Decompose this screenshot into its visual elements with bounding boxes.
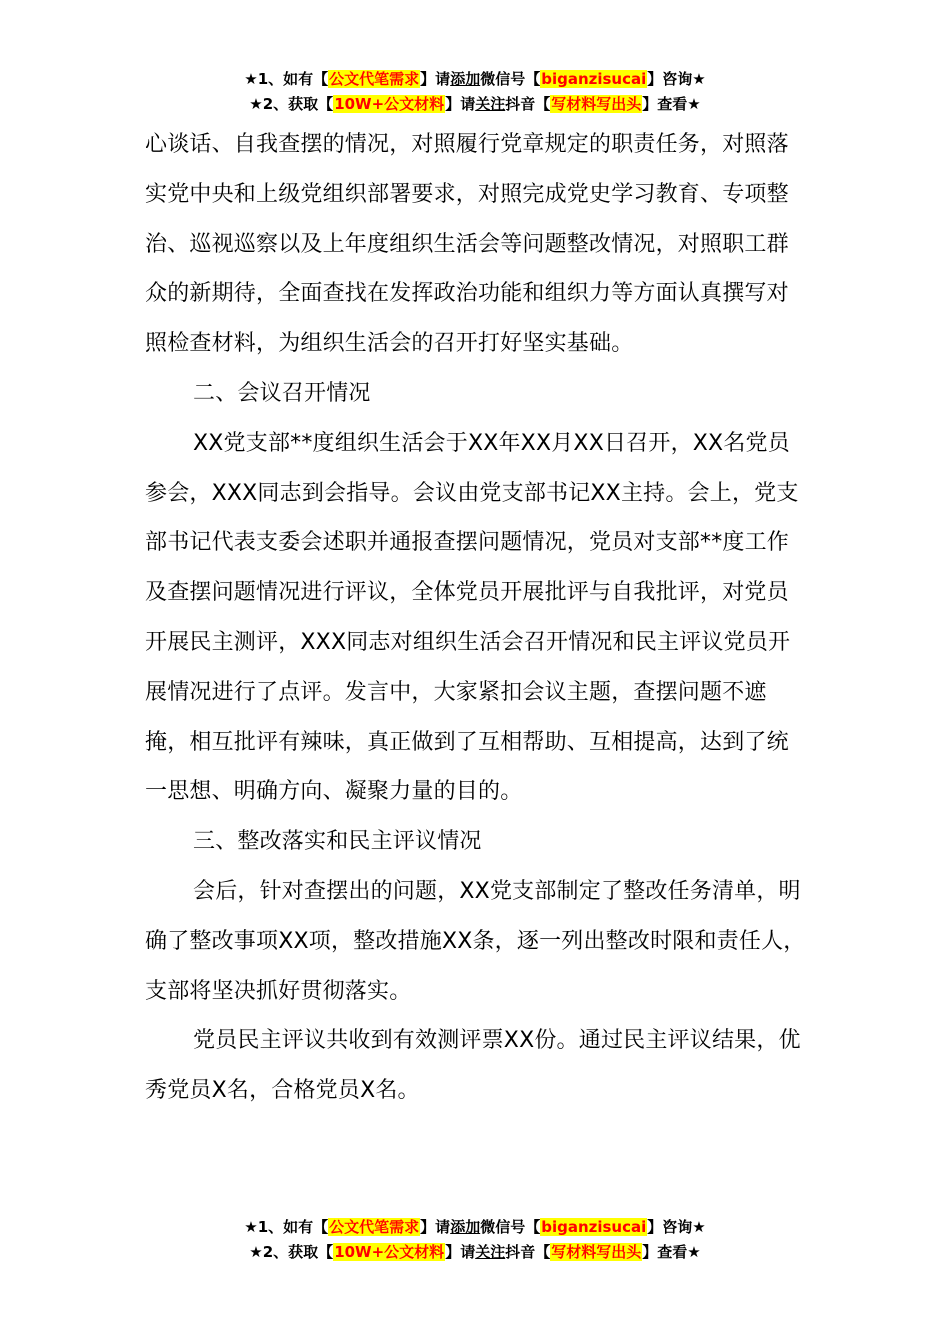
- banner-underline: 添加: [450, 70, 481, 88]
- footer-banner: [0, 1215, 950, 1265]
- paragraph: 党员民主评议共收到有效测评票XX份。通过民主评议结果，优秀党员X名，合格党员X名。: [145, 1028, 801, 1104]
- banner-text: 】请: [420, 1218, 451, 1236]
- banner-highlight: 写材料写出头: [551, 1243, 642, 1261]
- banner-text: 】请: [445, 1243, 476, 1261]
- banner-text: 】请: [445, 95, 476, 113]
- banner-underline: 关注: [475, 1243, 506, 1261]
- banner-highlight: 写材料写出头: [551, 95, 642, 113]
- banner-text: 】查看★: [642, 95, 701, 113]
- banner-text: 抖音【: [505, 95, 551, 113]
- banner-highlight: biganzisucai: [541, 1218, 647, 1236]
- banner-line-1: [0, 1215, 950, 1240]
- banner-highlight: 10W+公文材料: [334, 1243, 445, 1261]
- banner-text: 】查看★: [642, 1243, 701, 1261]
- banner-highlight: 公文代笔需求: [329, 1218, 420, 1236]
- banner-text: ★2、获取【: [249, 1243, 334, 1261]
- banner-text: ★2、获取【: [249, 95, 334, 113]
- banner-underline: 关注: [475, 95, 506, 113]
- document-body: [145, 120, 810, 1116]
- paragraph: 心谈话、自我查摆的情况，对照履行党章规定的职责任务，对照落实党中央和上级党组织部署要求，对照完成党史学习教育、专项整治、巡视巡察以及上年度组织生活会等问题整改情况，对照职工群众的新期待，全面查找在发挥政治功能和组织力等方面认真撰写对照检查材料，为组织生活会的召开打好坚实基础。: [145, 132, 789, 357]
- section-heading: 三、整改落实和民主评议情况: [193, 829, 482, 855]
- banner-line-2: [0, 92, 950, 117]
- banner-text: 抖音【: [505, 1243, 551, 1261]
- banner-text: ★1、如有【: [244, 1218, 329, 1236]
- paragraph: 会后，针对查摆出的问题，XX党支部制定了整改任务清单，明确了整改事项XX项，整改措施XX条，逐一列出整改时限和责任人，支部将坚决抓好贯彻落实。: [145, 878, 806, 1004]
- paragraph: XX党支部**度组织生活会于XX年XX月XX日召开，XX名党员参会，XXX同志到会指导。会议由党支部书记XX主持。会上，党支部书记代表支委会述职并通报查摆问题情况，党员对支部**度工作及查摆问题情况进行评议，全体党员开展批评与自我批评，对党员开展民主测评，XXX同志对组织生活会召开情况和民主评议党员开展情况进行了点评。发言中，大家紧扣会议主题，查摆问题不遮掩，相互批评有辣味，真正做到了互相帮助、互相提高，达到了统一思想、明确方向、凝聚力量的目的。: [145, 430, 799, 805]
- banner-highlight: 10W+公文材料: [334, 95, 445, 113]
- section-heading: 二、会议召开情况: [193, 380, 371, 406]
- banner-text: ★1、如有【: [244, 70, 329, 88]
- banner-text: 微信号【: [480, 1218, 541, 1236]
- banner-text: 】请: [420, 70, 451, 88]
- banner-line-2: [0, 1240, 950, 1265]
- banner-underline: 添加: [450, 1218, 481, 1236]
- banner-text: 微信号【: [480, 70, 541, 88]
- banner-highlight: biganzisucai: [541, 70, 647, 88]
- banner-highlight: 公文代笔需求: [329, 70, 420, 88]
- header-banner: [0, 67, 950, 117]
- banner-text: 】咨询★: [647, 1218, 706, 1236]
- banner-line-1: [0, 67, 950, 92]
- banner-text: 】咨询★: [647, 70, 706, 88]
